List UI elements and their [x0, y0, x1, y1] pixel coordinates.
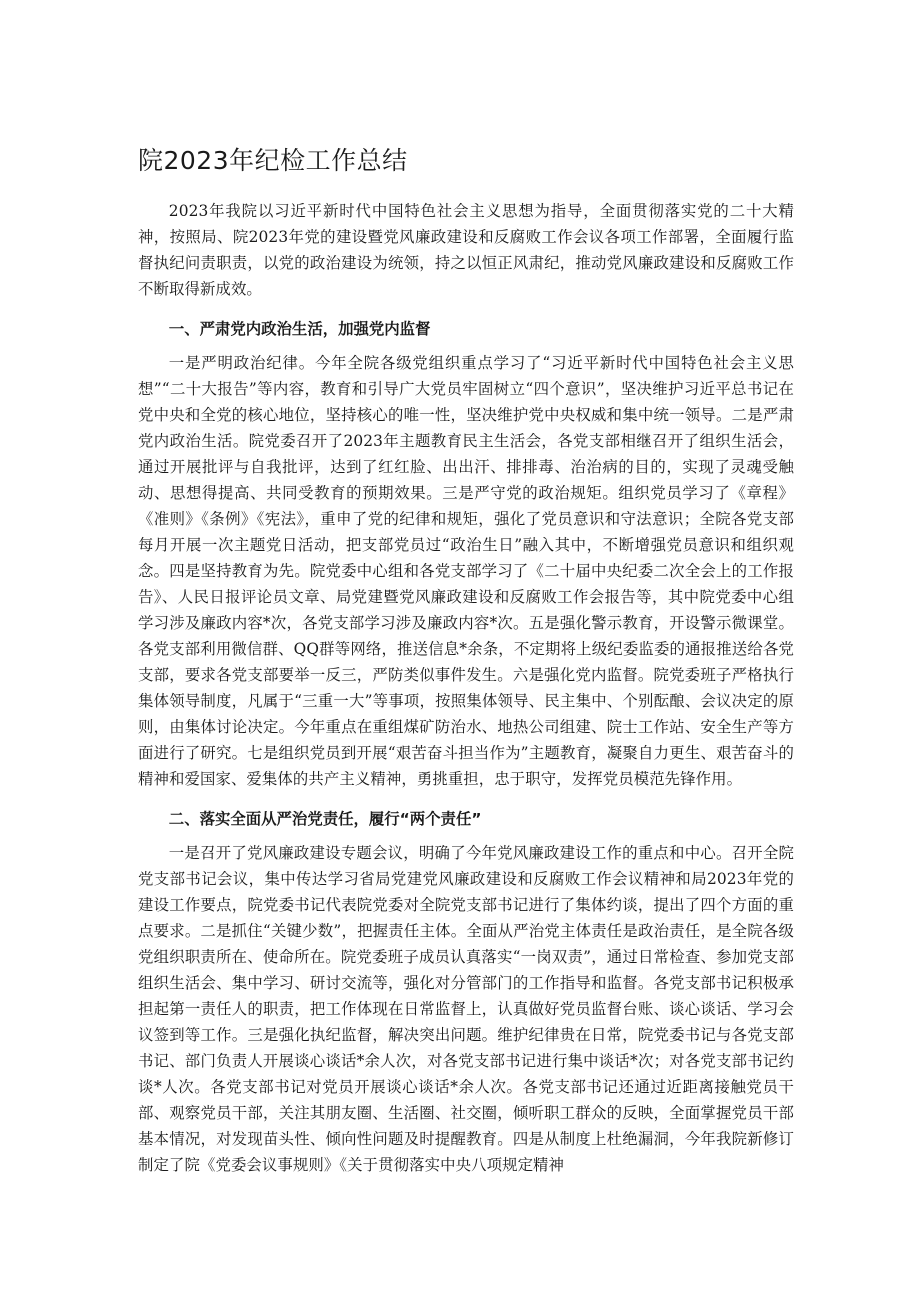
section-heading-1: 一、严肃党内政治生活，加强党内监督	[168, 320, 431, 338]
section-body-1: 一是严明政治纪律。今年全院各级党组织重点学习了“习近平新时代中国特色社会主义思想”“二十大报告”等内容，教育和引导广大党员牢固树立“四个意识”，坚决维护习近平总书记在党中央和全党的核心地位，坚持核心的唯一性，坚决维护党中央权威和集中统一领导。二是严肃党内政治生活。院党委召开了2023年主题教育民主生活会，各党支部相继召开了组织生活会，通过开展批评与自我批评，达到了红红脸、出出汗、排排毒、治治病的目的，实现了灵魂受触动、思想得提高、共同受教育的预期效果。三是严守党的政治规矩。组织党员学习了《章程》《准则》《条例》《宪法》，重申了党的纪律和规矩，强化了党员意识和守法意识；全院各党支部每月开展一次主题党日活动，把支部党员过“政治生日”融入其中，不断增强党员意识和组织观念。四是坚持教育为先。院党委中心组和各党支部学习了《二十届中央纪委二次全会上的工作报告》、人民日报评论员文章、局党建暨党风廉政建设和反腐败工作会报告等，其中院党委中心组学习涉及廉政内容*次，各党支部学习涉及廉政内容*次。五是强化警示教育，开设警示微课堂。各党支部利用微信群、QQ群等网络，推送信息*余条，不定期将上级纪委监委的通报推送给各党支部，要求各党支部要举一反三，严防类似事件发生。六是强化党内监督。院党委班子严格执行集体领导制度，凡属于“三重一大”等事项，按照集体领导、民主集中、个别酝酿、会议决定的原则，由集体讨论决定。今年重点在重组煤矿防治水、地热公司组建、院士工作站、安全生产等方面进行了研究。七是组织党员到开展“艰苦奋斗担当作为”主题教育，凝聚自力更生、艰苦奋斗的精神和爱国家、爱集体的共产主义精神，勇挑重担，忠于职守，发挥党员模范先锋作用。	[138, 354, 794, 788]
intro-paragraph: 2023年我院以习近平新时代中国特色社会主义思想为指导，全面贯彻落实党的二十大精神，按照局、院2023年党的建设暨党风廉政建设和反腐败工作会议各项工作部署，全面履行监督执纪问责职责，以党的政治建设为统领，持之以恒正风肃纪，推动党风廉政建设和反腐败工作不断取得新成效。	[138, 202, 794, 298]
document-title: 院2023年纪检工作总结	[138, 146, 408, 175]
section-heading-2: 二、落实全面从严治党责任，履行“两个责任”	[168, 810, 482, 828]
spacer	[138, 792, 794, 798]
section-body-2: 一是召开了党风廉政建设专题会议，明确了今年党风廉政建设工作的重点和中心。召开全院党支部书记会议，集中传达学习省局党建党风廉政建设和反腐败工作会议精神和局2023年党的建设工作要点，院党委书记代表院党委对全院党支部书记进行了集体约谈，提出了四个方面的重点要求。二是抓住“关键少数”，把握责任主体。全面从严治党主体责任是政治责任，是全院各级党组织职责所在、使命所在。院党委班子成员认真落实“一岗双责”，通过日常检查、参加党支部组织生活会、集中学习、研讨交流等，强化对分管部门的工作指导和监督。各党支部书记积极承担起第一责任人的职责，把工作体现在日常监督上，认真做好党员监督台账、谈心谈话、学习会议签到等工作。三是强化执纪监督，解决突出问题。维护纪律贵在日常，院党委书记与各党支部书记、部门负责人开展谈心谈话*余人次，对各党支部书记进行集中谈话*次；对各党支部书记约谈*人次。各党支部书记对党员开展谈心谈话*余人次。各党支部书记还通过近距离接触党员干部、观察党员干部，关注其朋友圈、生活圈、社交圈，倾听职工群众的反映，全面掌握党员干部基本情况，对发现苗头性、倾向性问题及时提醒教育。四是从制度上杜绝漏洞，今年我院新修订制定了院《党委会议事规则》《关于贯彻落实中央八项规定精神	[138, 844, 794, 1174]
document-content	[138, 142, 794, 1178]
spacer	[138, 302, 794, 308]
